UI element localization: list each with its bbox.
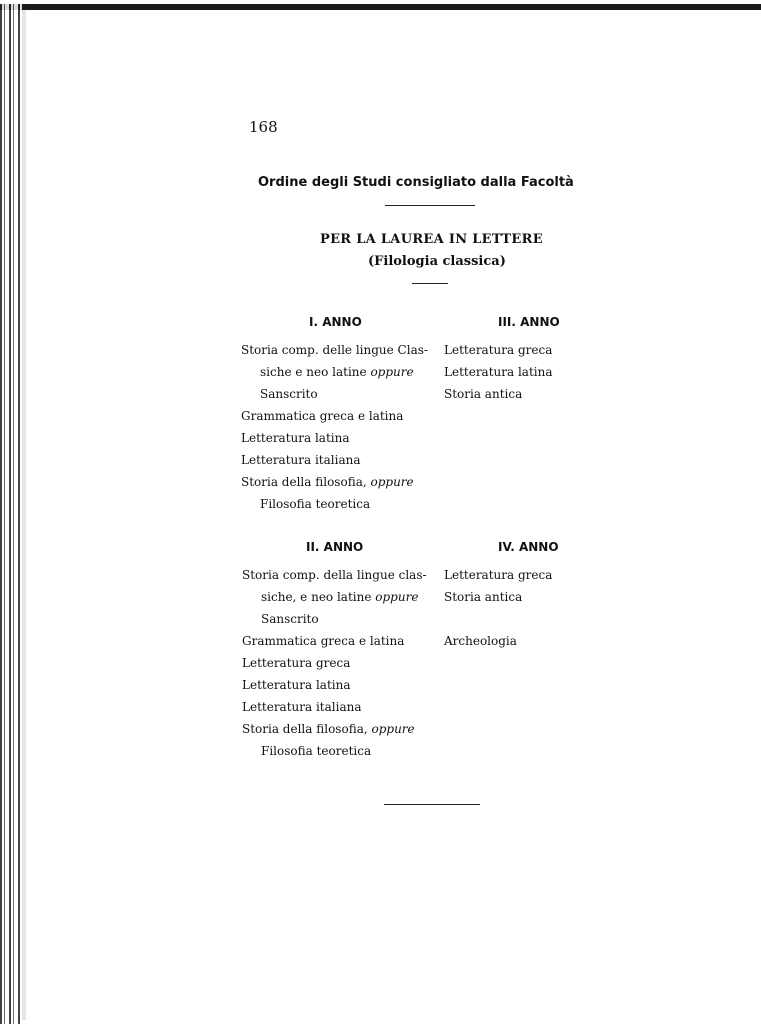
course-item: Storia comp. delle lingue Clas- bbox=[241, 343, 428, 357]
course-item: Grammatica greca e latina bbox=[241, 409, 404, 423]
course-list-year-2 bbox=[242, 564, 427, 762]
year-heading-3: III. ANNO bbox=[498, 315, 560, 329]
course-item: Storia della filosofia, oppure bbox=[241, 475, 414, 489]
course-item: Letteratura latina bbox=[444, 365, 553, 379]
course-item: Letteratura greca bbox=[444, 568, 553, 582]
page-gutter bbox=[22, 10, 26, 1020]
course-item: Letteratura greca bbox=[444, 343, 553, 357]
course-item: Letteratura greca bbox=[242, 656, 351, 670]
course-item: Sanscrito bbox=[260, 387, 318, 401]
course-item: Letteratura latina bbox=[241, 431, 350, 445]
course-item: siche e neo latine oppure bbox=[260, 365, 414, 379]
course-item: siche, e neo latine oppure bbox=[261, 590, 419, 604]
course-list-year-4 bbox=[444, 564, 552, 652]
course-item: Storia antica bbox=[444, 387, 523, 401]
year-heading-2: II. ANNO bbox=[306, 540, 364, 554]
course-item: Filosofia teoretica bbox=[261, 744, 372, 758]
book-binding-edge bbox=[0, 4, 22, 1024]
divider-rule bbox=[412, 283, 448, 284]
page-edge-top bbox=[0, 4, 761, 10]
course-item: Grammatica greca e latina bbox=[242, 634, 405, 648]
course-item: Letteratura latina bbox=[242, 678, 351, 692]
degree-title: PER LA LAUREA IN LETTERE bbox=[320, 232, 543, 247]
divider-rule bbox=[385, 205, 475, 206]
course-item: Filosofia teoretica bbox=[260, 497, 371, 511]
course-item: Archeologia bbox=[444, 634, 517, 648]
degree-subtitle: (Filologia classica) bbox=[368, 254, 506, 269]
year-heading-4: IV. ANNO bbox=[498, 540, 559, 554]
spacer bbox=[444, 608, 552, 630]
course-item: Letteratura italiana bbox=[241, 453, 361, 467]
page-number: 168 bbox=[249, 118, 278, 136]
course-item: Storia antica bbox=[444, 590, 523, 604]
course-list-year-3 bbox=[444, 339, 553, 405]
page-heading: Ordine degli Studi consigliato dalla Facoltà bbox=[258, 175, 574, 190]
course-list-year-1 bbox=[241, 339, 428, 515]
course-item: Storia della filosofia, oppure bbox=[242, 722, 415, 736]
course-item: Sanscrito bbox=[261, 612, 319, 626]
course-item: Letteratura italiana bbox=[242, 700, 362, 714]
year-heading-1: I. ANNO bbox=[309, 315, 362, 329]
end-rule bbox=[384, 804, 480, 805]
course-item: Storia comp. della lingue clas- bbox=[242, 568, 427, 582]
